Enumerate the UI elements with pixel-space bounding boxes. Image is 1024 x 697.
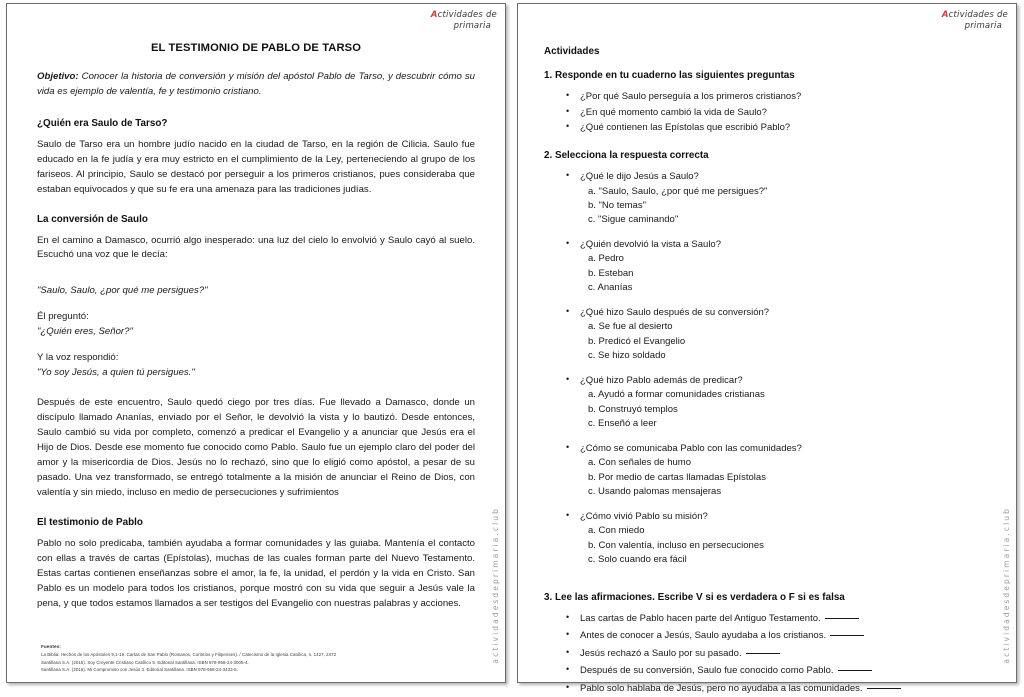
brand-line2: primaria xyxy=(453,21,491,32)
activity-2-heading: 2. Selecciona la respuesta correcta xyxy=(544,149,709,161)
objective-text: Conocer la historia de conversión y misión del apóstol Pablo de Tarso, y descubrir cómo su vida es ejemplo de valentía, fe y testimonio cristiano. xyxy=(37,71,475,97)
mcq-option-a[interactable]: a. Ayudó a formar comunidades cristianas xyxy=(588,389,765,401)
objective-label: Objetivo: xyxy=(37,71,79,82)
lead-la-voz-respondio: Y la voz respondió: xyxy=(37,352,119,364)
mcq-option-a[interactable]: a. Con señales de humo xyxy=(588,457,691,469)
mcq-question: ¿Quién devolvió la vista a Saulo? xyxy=(580,238,721,250)
activity-1-question-list xyxy=(544,90,990,136)
worksheet-page-left xyxy=(6,3,506,683)
section-paragraph-el-testimonio: Pablo no solo predicaba, también ayudaba a formar comunidades y las guiaba. Mantenía el contacto con ellas a través de cartas (Epístolas), muchas de las cuales forman parte del Nuevo Testamento. Estas cartas contienen enseñanzas sobre el amor, la fe, la unidad, el perdón y la vida en Cristo. San Pablo es un modelo para todos los cristianos, porque mostró con su vida que seguir a Jesús vale la pena, y que todos estamos llamados a ser testigos del Evangelio con nuestras palabras y acciones. xyxy=(37,537,475,609)
list-item xyxy=(580,629,990,644)
list-item xyxy=(580,510,990,568)
list-item: • ¿En qué momento cambió la vida de Saulo? xyxy=(580,106,990,121)
list-item xyxy=(580,374,990,432)
sources-line: La Biblia: Hechos de los Apóstoles 9,1-19. Cartas de San Pablo (Romanos, Corintios y Filipenses). / Catecismo de la Iglesia Católica, n. 1427, 2472 xyxy=(41,651,337,657)
mcq-question: ¿Cómo vivió Pablo su misión? xyxy=(580,510,708,522)
tf-statement: Antes de conocer a Jesús, Saulo ayudaba a los cristianos. xyxy=(580,630,827,642)
list-item xyxy=(580,664,990,679)
activity-3-statement-list xyxy=(544,612,990,697)
tf-statement: Después de su conversión, Saulo fue conocido como Pablo. xyxy=(580,665,834,677)
answer-blank[interactable] xyxy=(867,688,901,689)
watermark-left: actividadesdeprimaria.club xyxy=(491,507,500,664)
list-item xyxy=(580,238,990,296)
page-title: EL TESTIMONIO DE PABLO DE TARSO xyxy=(150,42,362,54)
mcq-option-c[interactable]: c. "Sigue caminando" xyxy=(588,214,679,226)
mcq-question: ¿Cómo se comunicaba Pablo con las comunidades? xyxy=(580,442,802,454)
spacer xyxy=(37,340,475,351)
spacer xyxy=(544,582,990,592)
sources-footer xyxy=(41,644,401,674)
activity-2-question-list xyxy=(544,170,990,568)
activity-1-heading: 1. Responde en tu cuaderno las siguientes preguntas xyxy=(544,70,795,81)
answer-blank[interactable] xyxy=(830,635,864,636)
mcq-question: ¿Qué le dijo Jesús a Saulo? xyxy=(580,170,699,182)
sources-line: Santillana S.A. (2016). Mi Compromiso con Jesús 3. Editorial Santillana. ISBN 978-958-24-3433-5. xyxy=(41,667,238,673)
answer-blank[interactable] xyxy=(746,653,780,654)
mcq-option-c[interactable]: c. Usando palomas mensajeras xyxy=(588,486,722,498)
list-item: • ¿Qué contienen las Epístolas que escribió Pablo? xyxy=(580,121,990,136)
mcq-option-b[interactable]: b. Construyó templos xyxy=(588,403,678,415)
list-item xyxy=(580,170,990,228)
mcq-option-b[interactable]: b. Predicó el Evangelio xyxy=(588,335,686,347)
section-paragraph-la-conversion: En el camino a Damasco, ocurrió algo inesperado: una luz del cielo lo envolvió y Saulo cayó al suelo. Escuchó una voz que le decía: xyxy=(37,234,475,261)
mcq-question: ¿Qué hizo Pablo además de predicar? xyxy=(580,374,743,386)
mcq-option-c[interactable]: c. Enseñó a leer xyxy=(588,418,657,430)
tf-statement: Jesús rechazó a Saulo por su pasado. xyxy=(580,647,742,659)
mcq-option-a[interactable]: a. Pedro xyxy=(588,253,624,265)
activities-title: Actividades xyxy=(544,46,600,57)
list-item xyxy=(580,647,990,662)
mcq-option-a[interactable]: a. Se fue al desierto xyxy=(588,321,673,333)
mcq-option-c[interactable]: c. Se hizo soldado xyxy=(588,350,666,362)
section-heading-el-testimonio: El testimonio de Pablo xyxy=(37,516,143,528)
brand-accent-letter: A xyxy=(941,10,949,20)
section-heading-la-conversion: La conversión de Saulo xyxy=(37,213,148,225)
lead-el-pregunto: Él preguntó: xyxy=(37,311,89,323)
section-paragraph-despues-encuentro: Después de este encuentro, Saulo quedó ciego por tres días. Fue llevado a Damasco, donde un discípulo llamado Ananías, enviado por el Señor, le devolvió la vista y lo bautizó. Desde entonces, Saulo cambió su vida por completo, comenzó a predicar el Evangelio y a anunciar que Jesús era el Hijo de Dios. Desde ese momento fue conocido como Pablo. Saulo fue un ejemplo claro del poder del amor y la misericordia de Dios. Jesús no lo rechazó, sino que lo eligió como apóstol, a pesar de su pasado. Una vez transformado, se entregó totalmente a la misión de anunciar el Reino de Dios, con valentía y sin miedo, incluso en medio de persecuciones y sufrimientos xyxy=(37,397,475,498)
mcq-option-a[interactable]: a. Con miedo xyxy=(588,525,645,537)
quote-quien-eres-senor: "¿Quién eres, Señor?" xyxy=(37,326,133,338)
answer-blank[interactable] xyxy=(838,670,872,671)
sources-title: Fuentes: xyxy=(41,643,61,649)
answer-blank[interactable] xyxy=(825,618,859,619)
mcq-option-b[interactable]: b. "No temas" xyxy=(588,199,646,211)
list-item xyxy=(580,612,990,627)
brand-line2: primaria xyxy=(964,21,1002,32)
mcq-option-c[interactable]: c. Ananías xyxy=(588,282,633,294)
sources-line: Santillana S.A. (2015). Soy Creyente Cristiano Católico 5. Editorial Santillana. ISBN 978-958-24-3005-4. xyxy=(41,659,249,665)
brand-logo xyxy=(934,10,1008,33)
brand-line1-rest: ctividades de xyxy=(948,10,1008,20)
quote-saulo-persigues: "Saulo, Saulo, ¿por qué me persigues?" xyxy=(37,285,208,297)
worksheet-page-right xyxy=(517,3,1017,694)
tf-statement: Las cartas de Pablo hacen parte del Antiguo Testamento. xyxy=(580,612,821,624)
spacer xyxy=(37,381,475,396)
tf-statement: Pablo solo hablaba de Jesús, pero no ayudaba a las comunidades. xyxy=(580,683,863,694)
quote-yo-soy-jesus: "Yo soy Jesús, a quien tú persigues." xyxy=(37,367,195,379)
list-item xyxy=(580,306,990,364)
list-item xyxy=(580,682,990,697)
mcq-option-a[interactable]: a. "Saulo, Saulo, ¿por qué me persigues?" xyxy=(588,185,768,197)
mcq-option-b[interactable]: b. Con valentía, incluso en persecuciones xyxy=(588,539,764,551)
spacer xyxy=(37,299,475,310)
brand-line1-rest: ctividades de xyxy=(437,10,497,20)
mcq-option-b[interactable]: b. Por medio de cartas llamadas Epístolas xyxy=(588,471,766,483)
spacer xyxy=(37,273,475,284)
brand-logo xyxy=(423,10,497,33)
watermark-right: actividadesdeprimaria.club xyxy=(1002,507,1011,664)
section-paragraph-quien-era-saulo: Saulo de Tarso era un hombre judío nacido en la ciudad de Tarso, en la región de Cilicia. Saulo fue educado en la fe judía y era muy estricto en el cumplimiento de la Ley, perteneciendo al grupo de los fariseos. Al principio, Saulo se destacó por perseguir a los primeros cristianos, pues consideraba que estaban equivocados y que su fe era una amenaza para las tradiciones judías. xyxy=(37,138,475,195)
mcq-option-b[interactable]: b. Esteban xyxy=(588,267,634,279)
list-item xyxy=(580,442,990,500)
section-heading-quien-era-saulo: ¿Quién era Saulo de Tarso? xyxy=(37,117,168,129)
list-item: • ¿Por qué Saulo perseguía a los primeros cristianos? xyxy=(580,90,990,105)
activity-3-heading: 3. Lee las afirmaciones. Escribe V si es verdadera o F si es falsa xyxy=(544,591,845,603)
brand-accent-letter: A xyxy=(430,10,438,20)
mcq-option-c[interactable]: c. Solo cuando era fácil xyxy=(588,554,687,566)
objective-paragraph xyxy=(37,70,475,100)
mcq-question: ¿Qué hizo Saulo después de su conversión? xyxy=(580,306,770,318)
